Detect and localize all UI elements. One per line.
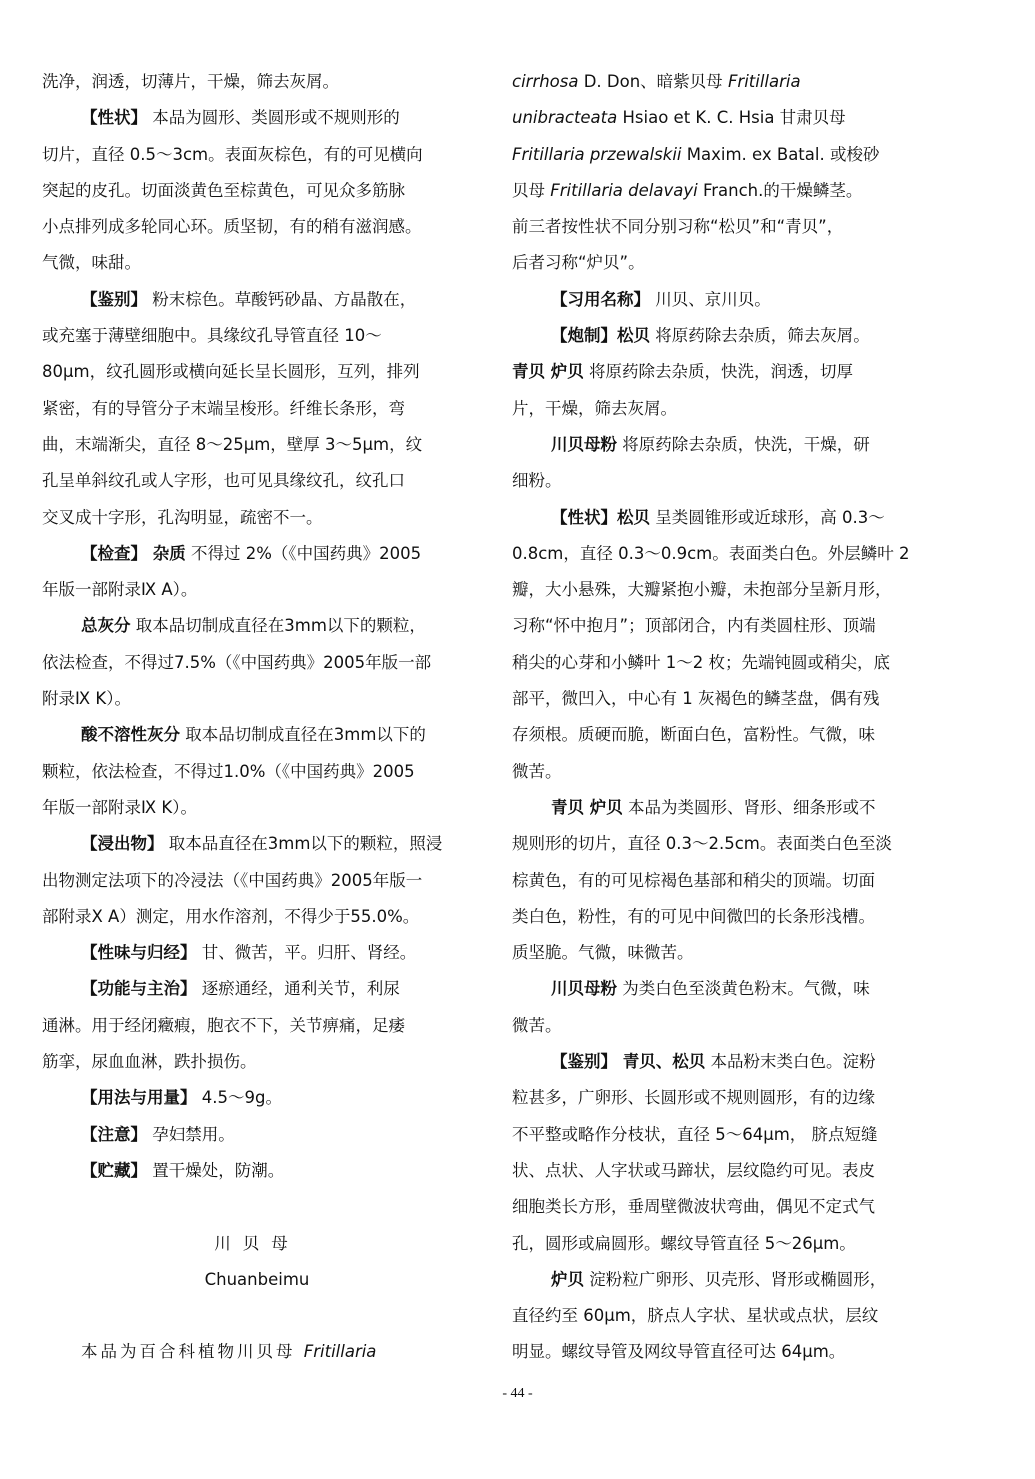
- line-text: 不得过 2%（《中国药典》2005: [185, 543, 422, 563]
- line-text: 类白色，粉性，有的可见中间微凹的长条形浅槽。: [512, 906, 875, 926]
- section-label: 总灰分: [81, 616, 131, 636]
- line-text: 细粉。: [512, 471, 562, 491]
- text-line: [42, 717, 472, 753]
- line-text: 将原药除去杂质，筛去灰屑。: [650, 326, 870, 346]
- line-text: 粒甚多，广卵形、长圆形或不规则圆形，有的边缘: [512, 1088, 875, 1108]
- text-line: [512, 1298, 928, 1334]
- text-line: [42, 536, 472, 572]
- text-line: [512, 1334, 928, 1370]
- monograph-pinyin: Chuanbeimu: [204, 1269, 310, 1289]
- section-label: 【鉴别】: [81, 289, 147, 309]
- text-line: [512, 608, 928, 644]
- line-text: 孔，圆形或扁圆形。螺纹导管直径 5～26μm。: [512, 1233, 856, 1253]
- section-label: 【性状】松贝: [551, 507, 650, 527]
- latin-name: unibracteata: [512, 108, 618, 128]
- line-text: 取本品直径在3mm以下的颗粒，照浸: [163, 834, 443, 854]
- line-text: 部附录Ⅹ A）测定，用水作溶剂，不得少于55.0%。: [42, 906, 420, 926]
- line-text: 习称“怀中抱月”；顶部闭合，内有类圆柱形、顶端: [512, 616, 876, 636]
- text-line: [512, 209, 928, 245]
- line-text: 80μm，纹孔圆形或横向延长呈长圆形，互列，排列: [42, 362, 420, 382]
- text-line: [512, 1262, 928, 1298]
- text-line: [42, 826, 472, 862]
- text-line: [42, 391, 472, 427]
- line-text: 淀粉粒广卵形、贝壳形、肾形或椭圆形，: [584, 1269, 887, 1289]
- line-text: 瓣，大小悬殊，大瓣紧抱小瓣，未抱部分呈新月形，: [512, 580, 892, 600]
- text-line: [42, 1153, 472, 1189]
- line-text: 曲，末端渐尖，直径 8～25μm，壁厚 3～5μm，纹: [42, 434, 423, 454]
- text-line: [512, 391, 928, 427]
- line-text: 置干燥处，防潮。: [147, 1160, 285, 1180]
- line-text: 小点排列成多轮同心环。质坚韧，有的稍有滋润感。: [42, 217, 422, 237]
- line-text: 年版一部附录Ⅸ K）。: [42, 797, 197, 817]
- text-line: [42, 608, 472, 644]
- text-line: [512, 1189, 928, 1225]
- text-line: [42, 354, 472, 390]
- line-text: 附录Ⅸ K）。: [42, 689, 131, 709]
- section-label: 川贝母粉: [551, 979, 617, 999]
- line-text: 突起的皮孔。切面淡黄色至棕黄色，可见众多筋脉: [42, 180, 405, 200]
- text-line: [512, 645, 928, 681]
- text-line: [42, 500, 472, 536]
- text-line: [512, 536, 928, 572]
- text-line: [512, 1044, 928, 1080]
- text-line: [512, 1008, 928, 1044]
- text-line: [512, 354, 928, 390]
- text-line: [42, 971, 472, 1007]
- section-label: 【功能与主治】: [81, 979, 197, 999]
- line-text: 颗粒，依法检查，不得过1.0%（《中国药典》2005: [42, 761, 415, 781]
- text-line: [512, 1080, 928, 1116]
- left-column: [42, 64, 472, 1371]
- line-text: 状、点状、人字状或马蹄状，层纹隐约可见。表皮: [512, 1160, 875, 1180]
- section-label: 川贝母粉: [551, 434, 617, 454]
- text-line: [512, 137, 928, 173]
- line-text: 呈类圆锥形或近球形，高 0.3～: [650, 507, 885, 527]
- line-text: 0.8cm，直径 0.3～0.9cm。表面类白色。外层鳞叶 2: [512, 543, 910, 563]
- line-text: 通淋。用于经闭癥瘕，胞衣不下，关节痹痛，足痿: [42, 1015, 405, 1035]
- latin-name: Fritillaria delavayi: [550, 180, 698, 200]
- text-line: [42, 100, 472, 136]
- line-text: 洗净，润透，切薄片，干燥，筛去灰屑。: [42, 72, 339, 91]
- text-line: [512, 899, 928, 935]
- line-text: Hsiao et K. C. Hsia 甘肃贝母: [617, 108, 846, 128]
- text-line: [512, 463, 928, 499]
- text-line: [42, 318, 472, 354]
- line-text: 取本品切制成直径在3mm以下的颗粒，: [130, 616, 426, 636]
- line-text: 逐瘀通经，通利关节，利尿: [196, 979, 400, 999]
- text-line: [42, 64, 472, 100]
- text-line: [512, 1117, 928, 1153]
- line-text: 气微，味甜。: [42, 253, 141, 273]
- text-line: [42, 245, 472, 281]
- latin-name: Fritillaria: [727, 72, 801, 91]
- line-text: 微苦。: [512, 1015, 562, 1035]
- text-line: [512, 173, 928, 209]
- line-text: 川贝、京川贝。: [650, 289, 771, 309]
- spacer: [42, 1189, 472, 1225]
- line-text: 质坚脆。气微，味微苦。: [512, 943, 694, 963]
- page-number: - 44 -: [502, 1386, 533, 1401]
- line-text: 明显。螺纹导管及网纹导管直径可达 64μm。: [512, 1342, 846, 1362]
- intro-latin: Fritillaria: [303, 1342, 377, 1362]
- line-text: 紧密，有的导管分子末端呈梭形。纤维长条形，弯: [42, 398, 405, 418]
- section-label: 【性味与归经】: [81, 943, 197, 963]
- text-line: [512, 100, 928, 136]
- text-line: [42, 645, 472, 681]
- text-line: [512, 318, 928, 354]
- line-text: 微苦。: [512, 761, 562, 781]
- line-text: 切片，直径 0.5～3cm。表面灰棕色，有的可见横向: [42, 144, 423, 164]
- line-text: 或充塞于薄壁细胞中。具缘纹孔导管直径 10～: [42, 326, 382, 346]
- text-line: [42, 935, 472, 971]
- line-text: 依法检查，不得过7.5%（《中国药典》2005年版一部: [42, 652, 432, 672]
- text-line: [42, 681, 472, 717]
- line-text: 不平整或略作分枝状，直径 5～64μm， 脐点短缝: [512, 1124, 878, 1144]
- text-line: [42, 209, 472, 245]
- line-text: 筋挛，尿血血淋，跌扑损伤。: [42, 1052, 257, 1072]
- line-text: 直径约至 60μm，脐点人字状、星状或点状，层纹: [512, 1306, 879, 1326]
- line-text: Franch.的干燥鳞茎。: [697, 180, 863, 200]
- line-text: 将原药除去杂质，快洗，干燥，研: [617, 434, 870, 454]
- section-label: 【注意】: [81, 1124, 147, 1144]
- section-label: 青贝 炉贝: [551, 797, 623, 817]
- line-text: 贝母: [512, 180, 551, 200]
- text-line: [512, 681, 928, 717]
- section-label: 【性状】: [81, 108, 147, 128]
- text-line: [512, 245, 928, 281]
- line-text: 片，干燥，筛去灰屑。: [512, 398, 677, 418]
- line-text: 前三者按性状不同分别习称“松贝”和“青贝”，: [512, 217, 844, 237]
- text-line: [512, 717, 928, 753]
- text-line: [42, 427, 472, 463]
- line-text: 部平，微凹入，中心有 1 灰褐色的鳞茎盘，偶有残: [512, 689, 880, 709]
- line-text: 本品粉末类白色。淀粉: [705, 1052, 876, 1072]
- text-line: [512, 935, 928, 971]
- text-line: [42, 1044, 472, 1080]
- text-line: [42, 173, 472, 209]
- line-text: 出物测定法项下的冷浸法（《中国药典》2005年版一: [42, 870, 423, 890]
- right-column: [512, 64, 928, 1371]
- section-label: 【炮制】松贝: [551, 326, 650, 346]
- text-line: [512, 500, 928, 536]
- line-text: 棕黄色，有的可见棕褐色基部和稍尖的顶端。切面: [512, 870, 875, 890]
- line-text: 交叉成十字形，孔沟明显，疏密不一。: [42, 507, 323, 527]
- line-text: 为类白色至淡黄色粉末。气微，味: [617, 979, 870, 999]
- line-text: 本品为类圆形、肾形、细条形或不: [622, 797, 876, 817]
- line-text: 稍尖的心芽和小鳞叶 1～2 枚；先端钝圆或稍尖，底: [512, 652, 890, 672]
- text-line: [42, 282, 472, 318]
- text-line: [512, 1153, 928, 1189]
- section-label: 炉贝: [551, 1269, 584, 1289]
- line-text: D. Don、暗紫贝母: [578, 72, 728, 91]
- text-line: [512, 863, 928, 899]
- text-line: [512, 826, 928, 862]
- line-text: 孔呈单斜纹孔或人字形，也可见具缘纹孔，纹孔口: [42, 471, 405, 491]
- text-line: [42, 754, 472, 790]
- line-text: 存须根。质硬而脆，断面白色，富粉性。气微，味: [512, 725, 875, 745]
- text-line: [512, 572, 928, 608]
- text-line: [512, 427, 928, 463]
- text-line: [42, 790, 472, 826]
- text-line: [42, 863, 472, 899]
- text-line: [42, 463, 472, 499]
- line-text: 取本品切制成直径在3mm以下的: [180, 725, 426, 745]
- line-text: 甘、微苦，平。归肝、肾经。: [196, 943, 417, 963]
- text-line: [512, 971, 928, 1007]
- line-text: 后者习称“炉贝”。: [512, 253, 645, 273]
- line-text: 粉末棕色。草酸钙砂晶、方晶散在，: [147, 289, 417, 309]
- intro-text: 本品为百合科植物川贝母: [81, 1342, 304, 1362]
- section-label: 【习用名称】: [551, 289, 650, 309]
- line-text: 4.5～9g。: [196, 1088, 282, 1108]
- text-line: [512, 282, 928, 318]
- text-line: [512, 1226, 928, 1262]
- line-text: 将原药除去杂质，快洗，润透，切厚: [583, 362, 853, 382]
- section-label: 【浸出物】: [81, 834, 164, 854]
- spacer: [42, 1298, 472, 1334]
- text-line: [512, 64, 928, 100]
- text-line: [42, 1117, 472, 1153]
- text-line: [42, 1080, 472, 1116]
- text-line: [512, 754, 928, 790]
- line-text: 本品为圆形、类圆形或不规则形的: [147, 108, 400, 128]
- section-label: 【贮藏】: [81, 1160, 147, 1180]
- text-line: [42, 137, 472, 173]
- line-text: 规则形的切片，直径 0.3～2.5cm。表面类白色至淡: [512, 834, 892, 854]
- section-label: 青贝 炉贝: [512, 362, 584, 382]
- text-line: [42, 1008, 472, 1044]
- monograph-title: 川贝母: [214, 1233, 300, 1253]
- latin-name: Fritillaria przewalskii: [512, 144, 682, 164]
- line-text: 孕妇禁用。: [147, 1124, 235, 1144]
- section-label: 酸不溶性灰分: [81, 725, 180, 745]
- line-text: Maxim. ex Batal. 或梭砂: [681, 144, 880, 164]
- monograph-intro: [42, 1334, 472, 1370]
- text-line: [42, 899, 472, 935]
- line-text: 年版一部附录Ⅸ A）。: [42, 580, 198, 600]
- text-line: [512, 790, 928, 826]
- section-label: 【检查】 杂质: [81, 543, 186, 563]
- section-label: 【鉴别】 青贝、松贝: [551, 1052, 706, 1072]
- text-line: [42, 572, 472, 608]
- section-label: 【用法与用量】: [81, 1088, 197, 1108]
- latin-name: cirrhosa: [512, 72, 579, 91]
- line-text: 细胞类长方形，垂周壁微波状弯曲，偶见不定式气: [512, 1197, 875, 1217]
